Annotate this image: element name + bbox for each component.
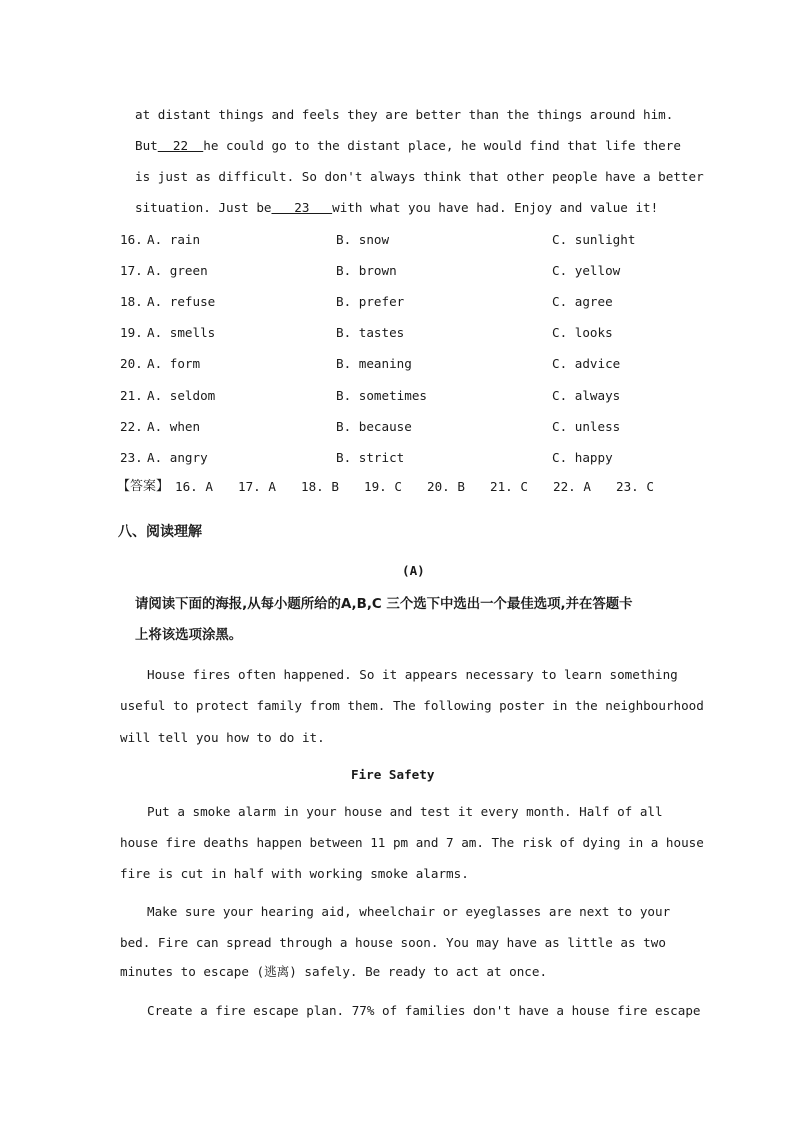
option-a: A. when — [147, 419, 201, 434]
answer-label: 【答案】 — [117, 479, 170, 494]
option-c: C. looks — [552, 325, 613, 340]
poster-p2-line-3: minutes to escape (逃离) safely. Be ready to act at once. — [120, 964, 548, 979]
option-b: B. brown — [336, 263, 397, 278]
passage-line-4: situation. Just be 23 with what you have had. Enjoy and value it! — [135, 200, 659, 215]
option-b: B. sometimes — [336, 388, 427, 403]
option-a: A. seldom — [147, 388, 216, 403]
passage-line-1: at distant things and feels they are better than the things around him. — [135, 107, 674, 122]
option-a: A. form — [147, 356, 201, 371]
option-c: C. always — [552, 388, 621, 403]
poster-p1-line-3: fire is cut in half with working smoke alarms. — [120, 866, 469, 881]
option-c: C. happy — [552, 450, 613, 465]
option-b: B. strict — [336, 450, 405, 465]
intro-line-1: House fires often happened. So it appears necessary to learn something — [147, 667, 678, 682]
instruction-line-2: 上将该选项涂黑。 — [135, 628, 243, 643]
option-b: B. snow — [336, 232, 390, 247]
option-b: B. because — [336, 419, 412, 434]
option-b: B. meaning — [336, 356, 412, 371]
option-c: C. advice — [552, 356, 621, 371]
blank-22: 22 — [157, 138, 204, 153]
option-b: B. tastes — [336, 325, 405, 340]
poster-p1-line-2: house fire deaths happen between 11 pm and 7 am. The risk of dying in a house — [120, 835, 704, 850]
section-subtitle: (A) — [402, 563, 425, 578]
passage-line-2: But 22 he could go to the distant place, he would find that life there — [135, 138, 681, 153]
section-title: 八、阅读理解 — [118, 524, 202, 540]
answer-item: 17. A — [238, 479, 276, 494]
option-c: C. sunlight — [552, 232, 636, 247]
option-c: C. yellow — [552, 263, 621, 278]
option-c: C. agree — [552, 294, 613, 309]
answer-item: 21. C — [490, 479, 528, 494]
poster-p3-line-1: Create a fire escape plan. 77% of families don't have a house fire escape — [147, 1003, 701, 1018]
poster-p1-line-1: Put a smoke alarm in your house and test it every month. Half of all — [147, 804, 663, 819]
answer-item: 23. C — [616, 479, 654, 494]
option-a: A. smells — [147, 325, 216, 340]
option-a: A. refuse — [147, 294, 216, 309]
intro-line-3: will tell you how to do it. — [120, 730, 325, 745]
option-b: B. prefer — [336, 294, 405, 309]
answer-item: 20. B — [427, 479, 465, 494]
answer-item: 22. A — [553, 479, 591, 494]
option-a: A. green — [147, 263, 208, 278]
answer-item: 18. B — [301, 479, 339, 494]
blank-23: 23 — [271, 200, 333, 215]
option-a: A. rain — [147, 232, 201, 247]
poster-title: Fire Safety — [351, 767, 435, 782]
instruction-line-1: 请阅读下面的海报,从每小题所给的A,B,C 三个选下中选出一个最佳选项,并在答题卡 — [135, 597, 633, 612]
poster-p2-line-1: Make sure your hearing aid, wheelchair or eyeglasses are next to your — [147, 904, 671, 919]
poster-p2-line-2: bed. Fire can spread through a house soon. You may have as little as two — [120, 935, 666, 950]
option-c: C. unless — [552, 419, 621, 434]
option-a: A. angry — [147, 450, 208, 465]
passage-line-3: is just as difficult. So don't always think that other people have a better — [135, 169, 704, 184]
answer-item: 19. C — [364, 479, 402, 494]
intro-line-2: useful to protect family from them. The following poster in the neighbourhood — [120, 698, 704, 713]
answer-item: 16. A — [175, 479, 213, 494]
